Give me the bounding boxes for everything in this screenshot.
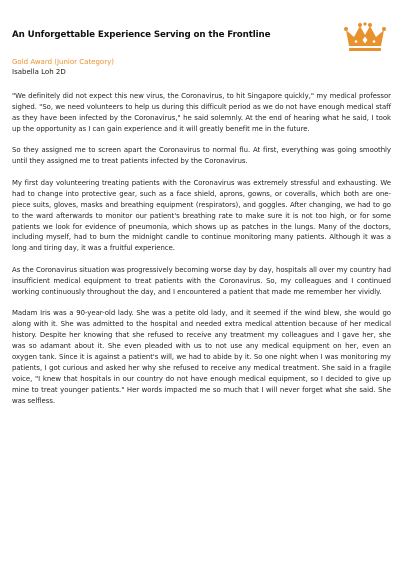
crown-icon: [343, 21, 387, 53]
essay-paragraph-3: My first day volunteering treating patients with the Coronavirus was extremely stressful and exhausting. We had to change into protective gear, such as a face shield, aprons, gowns, or coveralls, which both are one-piece suits, gloves, masks and breathing equipment (respirators), and goggles. After changing, we had to go to the ward afterwards to monitor our patient's breathing rate to make sure it is not too high, or for some patients we look for evidence of pneumonia, which shows up as patches in the lungs. Many of the doctors, including myself, had to burn the midnight candle to continue monitoring many patients. Although it was a long and tiring day, it was a fruitful experience.: [12, 178, 391, 253]
essay-paragraph-4: As the Coronavirus situation was progressively becoming worse day by day, hospitals all over my country had insufficient medical equipment to treat patients with the Coronavirus. So, my colleagues and I continued working continuously throughout the day, and I encountered a patient that made me remember her vividly.: [12, 265, 391, 296]
essay-paragraph-5: Madam Iris was a 90-year-old lady. She was a petite old lady, and it seemed if the wind blew, she would go along with it. She was admitted to the hospital and needed extra medical attention because of her medical history. Despite her knowing that she refused to receive any treatment my colleagues and I gave her, she was so adamant about it. She even pleaded with us to not use any medical equipment on her, even an oxygen tank. Since it is against a patient's will, we had to abide by it. So one night when I was monitoring my patients, I got curious and asked her why she refused to receive any medical treatment. She said in a fragile voice, "I knew that hospitals in our country do not have enough medical equipment, so I decided to give up mine to treat younger patients." Her words impacted me so much that I will never forget what she said. She was selfless.: [12, 309, 391, 405]
author-name: Isabella Loh 2D: [12, 68, 66, 76]
award-category: Gold Award (Junior Category): [12, 58, 114, 66]
essay-paragraph-2: So they assigned me to screen apart the Coronavirus to normal flu. At first, everything was going smoothly until they assigned me to treat patients infected by the Coronavirus.: [12, 146, 391, 166]
essay-paragraph-1: "We definitely did not expect this new virus, the Coronavirus, to hit Singapore quickly," my medical professor sighed. "So, we need volunteers to help us during this difficult period as we do not have enough medical staff as they have been infected by the Coronavirus," he said solemnly. At the end of hearing what he said, I took up the opportunity as I can gain experience and it will greatly benefit me in the future.: [12, 92, 391, 133]
essay-title: An Unforgettable Experience Serving on the Frontline: [12, 30, 271, 40]
